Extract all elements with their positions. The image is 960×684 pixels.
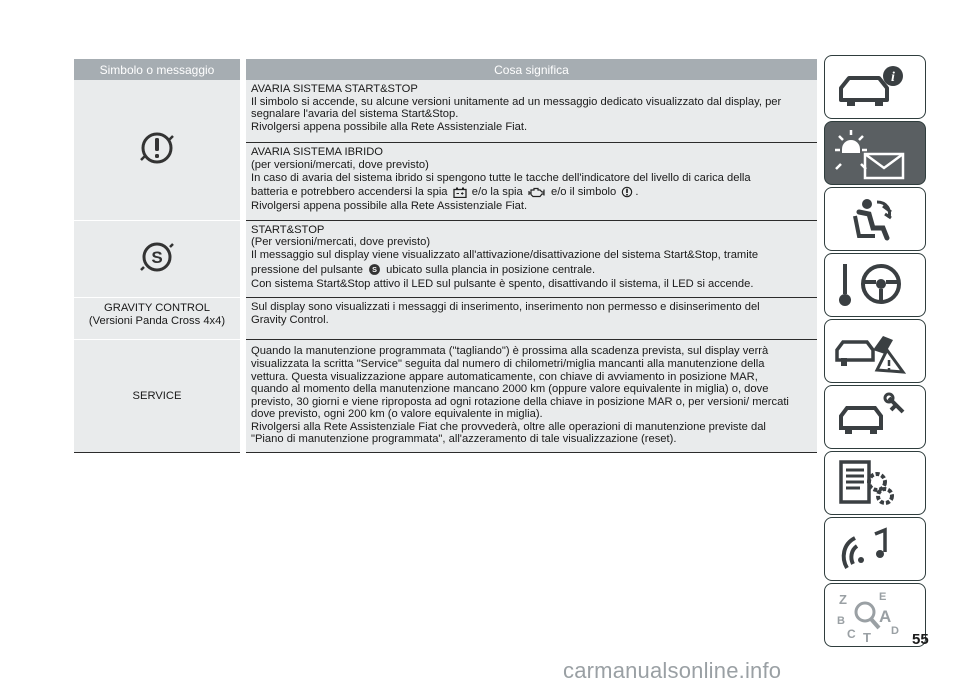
text-line: Il simbolo si accende, su alcune versioni unitamente ad un messaggio dedicato visualizzato dal display, per — [251, 95, 782, 108]
meaning-cell — [243, 220, 817, 297]
multimedia-icon — [833, 524, 919, 576]
section-title: AVARIA SISTEMA IBRIDO — [251, 146, 384, 159]
page-number: 55 — [912, 631, 929, 648]
warning-light-message-icon — [833, 128, 919, 180]
text-line: (per versioni/mercati, dove previsto) — [251, 158, 429, 171]
text-line: Quando la manutenzione programmata ("tagliando") è prossima alla scadenza prevista, sul display verrà — [251, 345, 769, 358]
chapter-tabs — [824, 55, 928, 649]
tab-technical-data[interactable] — [824, 451, 926, 515]
svg-text:S: S — [372, 265, 377, 275]
watermark: carmanualsonline.info — [563, 658, 782, 683]
table-row — [74, 340, 817, 453]
svg-text:S: S — [151, 248, 163, 268]
warning-exclamation-icon — [139, 130, 175, 166]
header-symbol: Simbolo o messaggio — [74, 59, 243, 80]
text-line: Il messaggio sul display viene visualizzato all'attivazione/disattivazione del sistema Start&Stop, tramite — [251, 248, 759, 261]
gravity-control-sublabel: (Versioni Panda Cross 4x4) — [88, 314, 226, 327]
engine-icon — [528, 187, 546, 198]
svg-text:i: i — [891, 70, 895, 85]
table-row — [74, 80, 817, 143]
symbol-cell — [74, 220, 243, 297]
warning-exclamation-icon — [621, 186, 633, 198]
service-label: SERVICE — [132, 389, 182, 402]
meaning-cell — [243, 340, 817, 453]
gravity-control-label: GRAVITY CONTROL — [104, 302, 210, 315]
text-line: Con sistema Start&Stop attivo il LED sul pulsante è spento, disattivando il sistema, il LED si accende. — [251, 277, 754, 290]
text-line: dove previsto, ogni 200 km (o valore equivalente in miglia). — [251, 408, 543, 421]
car-info-icon — [833, 62, 919, 114]
text-line-with-icons: batteria e potrebbero accendersi la spia e/o la spia e/o il simbolo . — [251, 186, 639, 199]
symbol-cell — [74, 80, 243, 220]
label-cell — [74, 298, 243, 340]
index-letter: T — [863, 630, 871, 645]
text-line: quando al momento della manutenzione mancano 2000 km (oppure valore equivalente in miglia) o, dove — [251, 383, 769, 396]
meaning-cell — [243, 143, 817, 220]
seat-airbag-icon — [833, 194, 919, 246]
battery-icon — [453, 187, 467, 198]
text-line: Rivolgersi appena possibile alla Rete Assistenziale Fiat. — [251, 120, 528, 133]
tab-warning-lights[interactable] — [824, 121, 926, 185]
key-steering-wheel-icon — [833, 260, 919, 312]
text-line: segnalare l'avaria del sistema Start&Stop. — [251, 108, 459, 121]
text-line: Sul display sono visualizzati i messaggi di inserimento, inserimento non permesso e disinserimento del — [251, 301, 760, 314]
index-letter: A — [879, 607, 892, 626]
car-maintenance-icon — [833, 392, 919, 444]
index-letter: B — [837, 615, 845, 627]
start-stop-s-icon — [139, 239, 175, 275]
text-line: vettura. Questa visualizzazione appare automaticamente, con chiave di avviamento in posizione MAR, — [251, 370, 758, 383]
meaning-cell — [243, 80, 817, 143]
tab-multimedia[interactable] — [824, 517, 926, 581]
tab-car-info[interactable] — [824, 55, 926, 119]
table-row — [74, 298, 817, 340]
technical-data-icon — [833, 458, 919, 510]
text-line: Gravity Control. — [251, 313, 329, 326]
text-line: (Per versioni/mercati, dove previsto) — [251, 236, 431, 249]
car-accident-icon — [833, 326, 919, 378]
start-stop-button-icon — [368, 263, 381, 276]
section-title: START&STOP — [251, 223, 325, 236]
meaning-cell — [243, 298, 817, 340]
warning-table — [74, 59, 817, 453]
text-line-with-icons: pressione del pulsante S ubicato sulla plancia in posizione centrale. — [251, 263, 596, 276]
text-line: "Piano di manutenzione programmata", all'azzeramento di tale visualizzazione (reset). — [251, 433, 677, 446]
index-letter: C — [847, 627, 856, 641]
index-letter: Z — [839, 592, 847, 607]
tab-safety[interactable] — [824, 187, 926, 251]
text-line: Rivolgersi appena possibile alla Rete Assistenziale Fiat. — [251, 200, 528, 213]
header-meaning: Cosa significa — [243, 59, 817, 80]
tab-maintenance[interactable] — [824, 385, 926, 449]
index-letter: D — [891, 625, 899, 637]
text-line: In caso di avaria del sistema ibrido si spengono tutte le tacche dell'indicatore del livello di carica della — [251, 171, 751, 184]
table-row — [74, 220, 817, 297]
tab-emergency[interactable] — [824, 319, 926, 383]
text-line: visualizzata la scritta "Service" seguita dal numero di chilometri/miglia mancanti alla manutenzione della — [251, 357, 765, 370]
text-line: Rivolgersi alla Rete Assistenziale Fiat che provvederà, oltre alle operazioni di manutenzione previste dal — [251, 420, 766, 433]
alphabetical-index-icon — [833, 590, 919, 646]
tab-starting-driving[interactable] — [824, 253, 926, 317]
tab-index[interactable] — [824, 583, 926, 647]
section-title: AVARIA SISTEMA START&STOP — [251, 83, 418, 95]
text-line: previsto, 30 giorni e viene riproposta ad ogni rotazione della chiave in posizione MAR o, per versioni/ mercati — [251, 395, 789, 408]
index-letter: E — [879, 591, 887, 603]
label-cell — [74, 340, 243, 453]
